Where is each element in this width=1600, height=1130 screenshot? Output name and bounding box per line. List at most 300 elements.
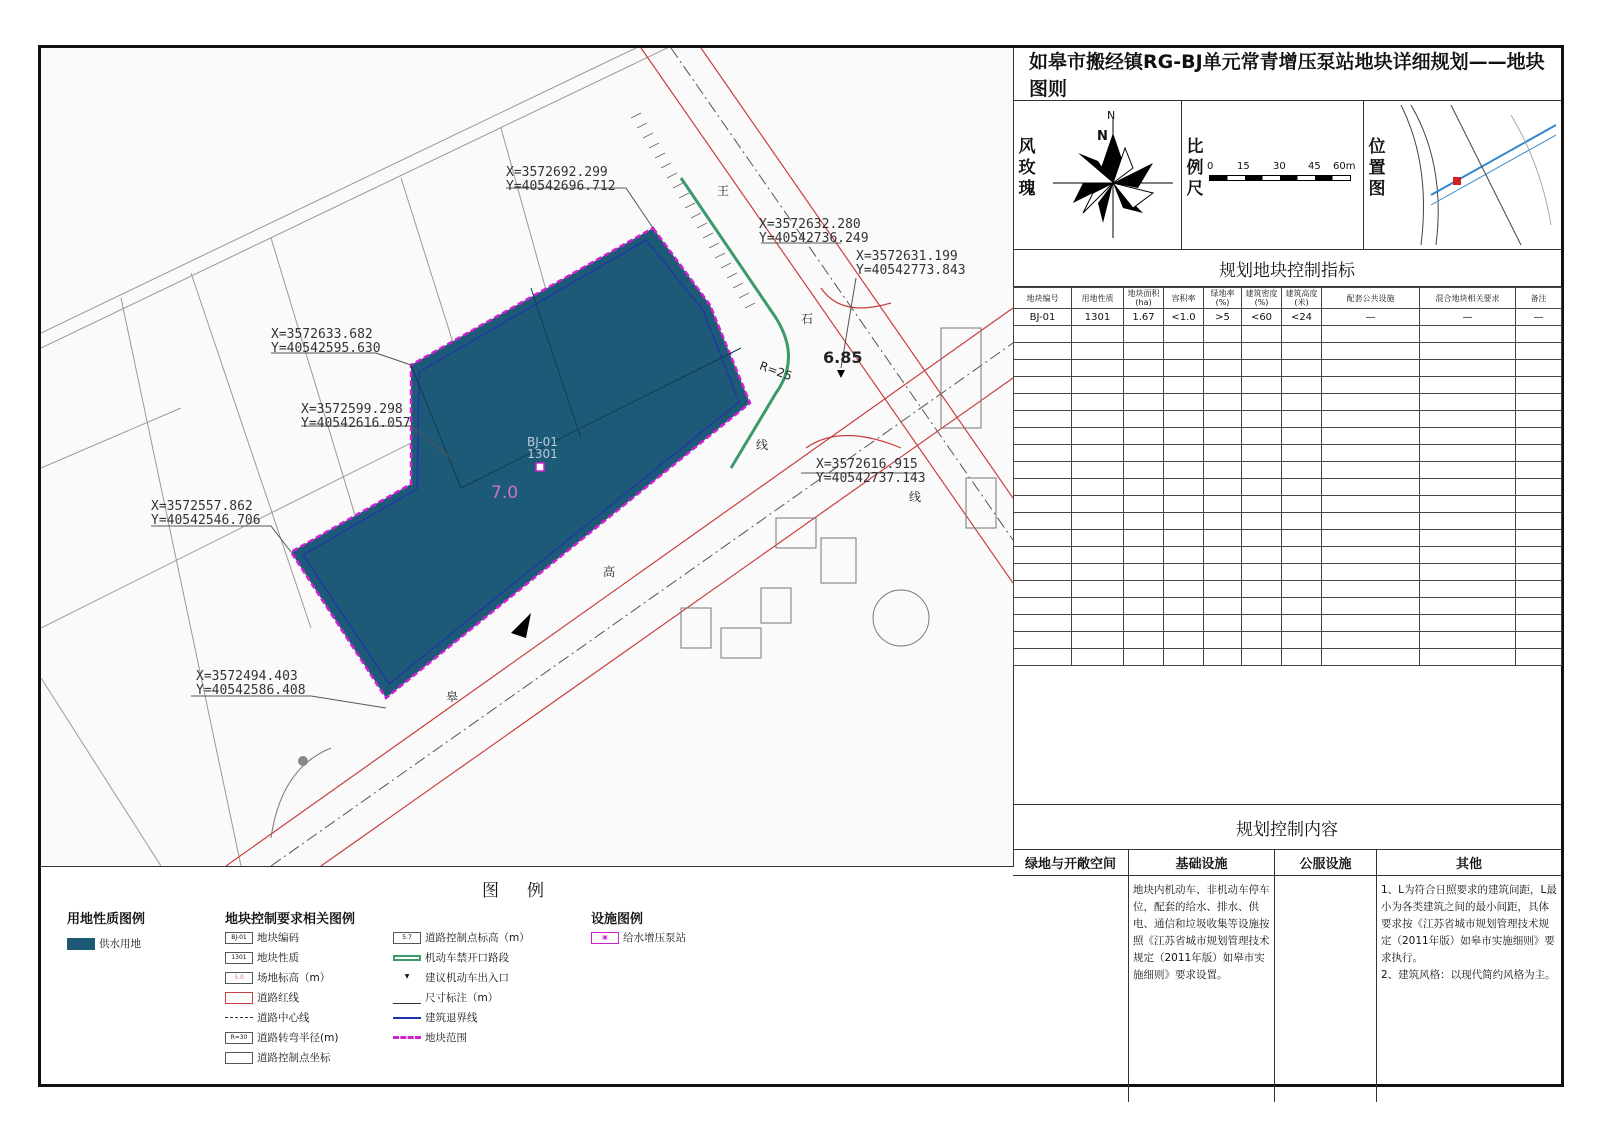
cell [1282, 360, 1322, 377]
coord-label: X=3572692.299 Y=40542696.712 [506, 165, 616, 194]
cell [1164, 632, 1204, 649]
cell [1164, 649, 1204, 666]
swatch [225, 1017, 253, 1018]
site-location-marker [1453, 177, 1461, 185]
cell [1204, 479, 1242, 496]
scale-tick: 30 [1273, 161, 1286, 172]
cell [1322, 377, 1420, 394]
control-content-title: 规划控制内容 [1013, 805, 1561, 850]
divider [1363, 101, 1364, 249]
cell [1242, 411, 1282, 428]
th: 地块编号 [1014, 288, 1072, 309]
control-table-title: 规划地块控制指标 [1013, 250, 1561, 287]
cell [1124, 530, 1164, 547]
north-letter-big: N [1097, 129, 1108, 144]
cell [1164, 445, 1204, 462]
cell [1322, 343, 1420, 360]
coord-label: X=3572494.403 Y=40542586.408 [196, 669, 306, 698]
site-elevation-label: 7.0 [491, 483, 519, 503]
cell [1420, 360, 1516, 377]
table-row [1014, 479, 1562, 496]
cell [1014, 547, 1072, 564]
cell [1014, 530, 1072, 547]
cell [1164, 360, 1204, 377]
cell [1322, 394, 1420, 411]
cell: — [1516, 309, 1562, 326]
cell [1420, 343, 1516, 360]
table-row [1014, 615, 1562, 632]
cell [1282, 581, 1322, 598]
cell [1242, 530, 1282, 547]
cell [1420, 581, 1516, 598]
road-char: 石 [801, 312, 814, 326]
legend-label: 道路控制点坐标 [257, 1052, 331, 1064]
th: 配套公共设施 [1322, 288, 1420, 309]
cell [1322, 462, 1420, 479]
scale-bar [1207, 161, 1356, 179]
cell [1516, 411, 1562, 428]
cell [1072, 598, 1124, 615]
cell [1204, 581, 1242, 598]
cell [1124, 598, 1164, 615]
table-row [1014, 445, 1562, 462]
table-row [1014, 496, 1562, 513]
swatch [393, 1017, 421, 1019]
cell [1204, 445, 1242, 462]
swatch: 5.7 [393, 932, 421, 944]
cell [1072, 530, 1124, 547]
table-row [1014, 428, 1562, 445]
cell [1420, 326, 1516, 343]
legend-item [393, 930, 530, 945]
cell: BJ-01 [1014, 309, 1072, 326]
cell [1014, 564, 1072, 581]
cell [1420, 530, 1516, 547]
coord-label: X=3572616.915 Y=40542737.143 [816, 457, 926, 486]
col-head: 其他 [1455, 857, 1482, 872]
cell [1516, 343, 1562, 360]
vehicle-entrance-icon [511, 613, 531, 638]
table-row [1014, 326, 1562, 343]
scale-tick: 0 [1207, 161, 1214, 172]
cell [1420, 632, 1516, 649]
cell [1242, 343, 1282, 360]
pump-station-icon[interactable] [536, 463, 544, 471]
th: 混合地块相关要求 [1420, 288, 1516, 309]
control-table [1013, 287, 1562, 666]
cell [1164, 547, 1204, 564]
cell [1420, 649, 1516, 666]
cell [1420, 394, 1516, 411]
cell [1072, 547, 1124, 564]
drawing-sheet [38, 45, 1564, 1087]
table-header-row [1014, 288, 1562, 309]
cell [1420, 513, 1516, 530]
parcel-code-label: BJ-01 1301 [527, 435, 558, 461]
cell [1322, 649, 1420, 666]
table-row [1014, 343, 1562, 360]
col-head: 公服设施 [1275, 850, 1377, 875]
cell [1164, 462, 1204, 479]
cell [1282, 615, 1322, 632]
col-head: 绿地与开敞空间 [1013, 850, 1129, 875]
legend-label: 地块性质 [257, 952, 299, 964]
cell [1204, 598, 1242, 615]
cell [1124, 632, 1164, 649]
cell [1124, 649, 1164, 666]
cell [1322, 530, 1420, 547]
cell [1420, 564, 1516, 581]
swatch: BJ-01 [225, 932, 253, 944]
swatch [225, 1052, 253, 1064]
table-row [1014, 411, 1562, 428]
well-icon [298, 756, 308, 766]
table-row [1014, 394, 1562, 411]
cell [1014, 513, 1072, 530]
cell [1242, 360, 1282, 377]
cell: 1.67 [1124, 309, 1164, 326]
cell [1164, 564, 1204, 581]
cell [1072, 649, 1124, 666]
road-char: 王 [717, 184, 730, 198]
cell: 1301 [1072, 309, 1124, 326]
cell [1124, 581, 1164, 598]
cell [1072, 479, 1124, 496]
swatch: ▼ [404, 972, 410, 980]
table-row [1014, 377, 1562, 394]
cell [1242, 581, 1282, 598]
cell [1164, 598, 1204, 615]
cell [1420, 547, 1516, 564]
cell [1124, 445, 1164, 462]
legend-title: 图例 [482, 881, 572, 901]
cell [1204, 649, 1242, 666]
cell [1124, 411, 1164, 428]
cell [1164, 377, 1204, 394]
cell [1164, 428, 1204, 445]
cell [1072, 615, 1124, 632]
table-row [1014, 649, 1562, 666]
cell [1072, 428, 1124, 445]
pump-station-swatch: ▣ [591, 932, 619, 944]
cell [1072, 360, 1124, 377]
wind-rose-label: 风玫瑰 [1018, 137, 1036, 199]
cell [1204, 496, 1242, 513]
legend-label: 道路转弯半径(m) [257, 1032, 339, 1044]
legend-facility-head: 设施图例 [591, 912, 644, 927]
location-label: 位置图 [1368, 137, 1386, 199]
cell [1164, 326, 1204, 343]
cell [1322, 547, 1420, 564]
road-char: 皋 [446, 690, 459, 704]
swatch: 1301 [225, 952, 253, 964]
cell [1322, 598, 1420, 615]
cell [1242, 445, 1282, 462]
water-supply-swatch [67, 938, 95, 950]
table-row [1014, 547, 1562, 564]
basic-infra-text: 地块内机动车、非机动车停车位，配套的给水、排水、供电、通信和垃圾收集等设施按照《江苏省城市规划管理技术规定（2011年版）如皋市实施细则》要求设置。 [1129, 876, 1275, 1102]
cell [1516, 632, 1562, 649]
scale-bar-fill [1209, 175, 1351, 181]
cell [1242, 513, 1282, 530]
table-row [1014, 513, 1562, 530]
cell [1204, 411, 1242, 428]
cell [1282, 513, 1322, 530]
road-char: 线 [756, 438, 769, 452]
cell [1014, 360, 1072, 377]
coord-label: X=3572599.298 Y=40542616.057 [301, 402, 411, 431]
cell [1072, 445, 1124, 462]
info-panel [1013, 48, 1561, 1084]
cell [1014, 326, 1072, 343]
cell [1282, 598, 1322, 615]
cell [1164, 615, 1204, 632]
cell [1014, 445, 1072, 462]
swatch [393, 1036, 421, 1039]
cell [1242, 547, 1282, 564]
cell [1516, 360, 1562, 377]
cell [1164, 513, 1204, 530]
cell [1072, 496, 1124, 513]
cell: — [1420, 309, 1516, 326]
th: 建筑高度(米) [1282, 288, 1322, 309]
control-content-body [1013, 875, 1561, 1102]
cell [1322, 615, 1420, 632]
th: 容积率 [1164, 288, 1204, 309]
cell [1282, 547, 1322, 564]
cell [1204, 564, 1242, 581]
other-text-2: 2、建筑风格：以现代简约风格为主。 [1381, 969, 1556, 981]
cell [1282, 649, 1322, 666]
public-service-cell [1275, 876, 1377, 1102]
cell [1420, 598, 1516, 615]
cell [1516, 649, 1562, 666]
cell [1124, 360, 1164, 377]
cell [1014, 615, 1072, 632]
cell [1164, 479, 1204, 496]
legend [41, 866, 1013, 1084]
cell [1014, 394, 1072, 411]
cell [1072, 411, 1124, 428]
cell [1204, 547, 1242, 564]
swatch: 5.0 [225, 972, 253, 984]
cell [1516, 479, 1562, 496]
cell: <1.0 [1164, 309, 1204, 326]
cell [1072, 632, 1124, 649]
cell [1124, 513, 1164, 530]
legend-item [225, 970, 330, 985]
drawing-title: 如皋市搬经镇RG-BJ单元常青增压泵站地块详细规划——地块图则 [1013, 48, 1561, 101]
cell [1124, 462, 1164, 479]
cell [1420, 479, 1516, 496]
cell [1242, 377, 1282, 394]
legend-label: 场地标高（m） [257, 972, 331, 984]
cell [1242, 428, 1282, 445]
table-row [1014, 598, 1562, 615]
cell [1014, 581, 1072, 598]
cell [1282, 411, 1322, 428]
scale-tick: 60m [1333, 161, 1356, 172]
cell [1014, 598, 1072, 615]
cell [1242, 632, 1282, 649]
cell [1124, 377, 1164, 394]
cell [1516, 513, 1562, 530]
cell [1124, 343, 1164, 360]
cell [1322, 581, 1420, 598]
coord-label: X=3572631.199 Y=40542773.843 [856, 249, 966, 278]
cell [1322, 479, 1420, 496]
cell [1322, 564, 1420, 581]
cell [1164, 394, 1204, 411]
north-letter-small: N [1107, 109, 1116, 122]
cell [1014, 649, 1072, 666]
cell [1516, 394, 1562, 411]
cell [1014, 462, 1072, 479]
legend-label: 建议机动车出入口 [425, 972, 509, 984]
cell [1516, 581, 1562, 598]
cell [1204, 343, 1242, 360]
cell [1516, 547, 1562, 564]
cell [1242, 615, 1282, 632]
cell [1282, 530, 1322, 547]
cell [1014, 479, 1072, 496]
cell [1072, 377, 1124, 394]
cell [1204, 462, 1242, 479]
swatch [393, 955, 421, 961]
coord-label: X=3572557.862 Y=40542546.706 [151, 499, 261, 528]
cell [1124, 564, 1164, 581]
cell [1242, 326, 1282, 343]
cell [1164, 581, 1204, 598]
cell [1014, 343, 1072, 360]
cell [1242, 394, 1282, 411]
cell [1420, 496, 1516, 513]
location-map-icon [1391, 105, 1556, 245]
th: 绿地率(%) [1204, 288, 1242, 309]
table-row [1014, 462, 1562, 479]
cell [1164, 343, 1204, 360]
cell [1322, 513, 1420, 530]
table-row [1014, 309, 1562, 326]
table-row [1014, 581, 1562, 598]
legend-item [225, 1010, 310, 1025]
cell [1124, 479, 1164, 496]
col-head: 基础设施 [1129, 850, 1275, 875]
cell [1014, 632, 1072, 649]
cell [1282, 377, 1322, 394]
control-point-icon [837, 370, 845, 378]
control-content [1013, 804, 1561, 1085]
cell [1204, 513, 1242, 530]
cell [1014, 377, 1072, 394]
cell [1420, 411, 1516, 428]
cell [1204, 326, 1242, 343]
cell [1072, 513, 1124, 530]
cell [1204, 632, 1242, 649]
cell [1516, 445, 1562, 462]
cell [1204, 428, 1242, 445]
cell [1516, 377, 1562, 394]
cell [1072, 462, 1124, 479]
legend-label: 建筑退界线 [425, 1012, 478, 1024]
cell [1322, 326, 1420, 343]
scale-tick: 15 [1237, 161, 1250, 172]
cell [1516, 530, 1562, 547]
legend-label: 地块范围 [425, 1032, 467, 1044]
cell [1282, 479, 1322, 496]
cell [1282, 632, 1322, 649]
legend-facility-item [591, 930, 686, 945]
th: 备注 [1516, 288, 1562, 309]
legend-label: 机动车禁开口路段 [425, 952, 509, 964]
cell [1204, 615, 1242, 632]
cell [1516, 496, 1562, 513]
legend-land-use-head: 用地性质图例 [67, 912, 146, 927]
cell [1516, 462, 1562, 479]
cell [1322, 632, 1420, 649]
cell [1014, 496, 1072, 513]
table-row [1014, 360, 1562, 377]
cell [1420, 377, 1516, 394]
cell [1072, 343, 1124, 360]
cell [1164, 496, 1204, 513]
legend-item [225, 990, 299, 1005]
legend-item [393, 1010, 478, 1025]
cell [1516, 598, 1562, 615]
cell [1014, 411, 1072, 428]
cell: — [1322, 309, 1420, 326]
legend-item [393, 970, 509, 985]
cell [1124, 326, 1164, 343]
cell [1014, 428, 1072, 445]
cell [1242, 649, 1282, 666]
cell [1124, 428, 1164, 445]
site-map [41, 48, 1014, 867]
cell [1164, 411, 1204, 428]
cell [1322, 411, 1420, 428]
other-text-1: 1、L为符合日照要求的建筑间距，L最小为各类建筑之间的最小间距，具体要求按《江苏省城市规划管理技术规定（2011年版）如皋市实施细则》要求执行。 [1381, 884, 1557, 964]
table-row [1014, 564, 1562, 581]
divider [1181, 101, 1182, 249]
table-row [1014, 530, 1562, 547]
road-char: 线 [909, 490, 922, 504]
cell [1124, 496, 1164, 513]
cell [1072, 326, 1124, 343]
cell [1124, 394, 1164, 411]
th: 建筑密度(%) [1242, 288, 1282, 309]
coord-label: X=3572633.682 Y=40542595.630 [271, 327, 381, 356]
legend-label: 给水增压泵站 [623, 932, 686, 944]
cell [1420, 428, 1516, 445]
cell [1072, 564, 1124, 581]
cell [1204, 360, 1242, 377]
cell [1516, 428, 1562, 445]
cell [1516, 615, 1562, 632]
cell [1282, 445, 1322, 462]
cell: >5 [1204, 309, 1242, 326]
legend-label: 道路控制点标高（m） [425, 932, 530, 944]
legend-item [393, 950, 509, 965]
cell [1204, 394, 1242, 411]
curb-arc-east [806, 436, 901, 449]
cell [1072, 581, 1124, 598]
legend-item [225, 950, 299, 965]
cell [1516, 326, 1562, 343]
scale-label: 比例尺 [1186, 137, 1204, 199]
turn-radius-label: R=25 [757, 358, 795, 384]
cell [1282, 428, 1322, 445]
cell [1322, 428, 1420, 445]
